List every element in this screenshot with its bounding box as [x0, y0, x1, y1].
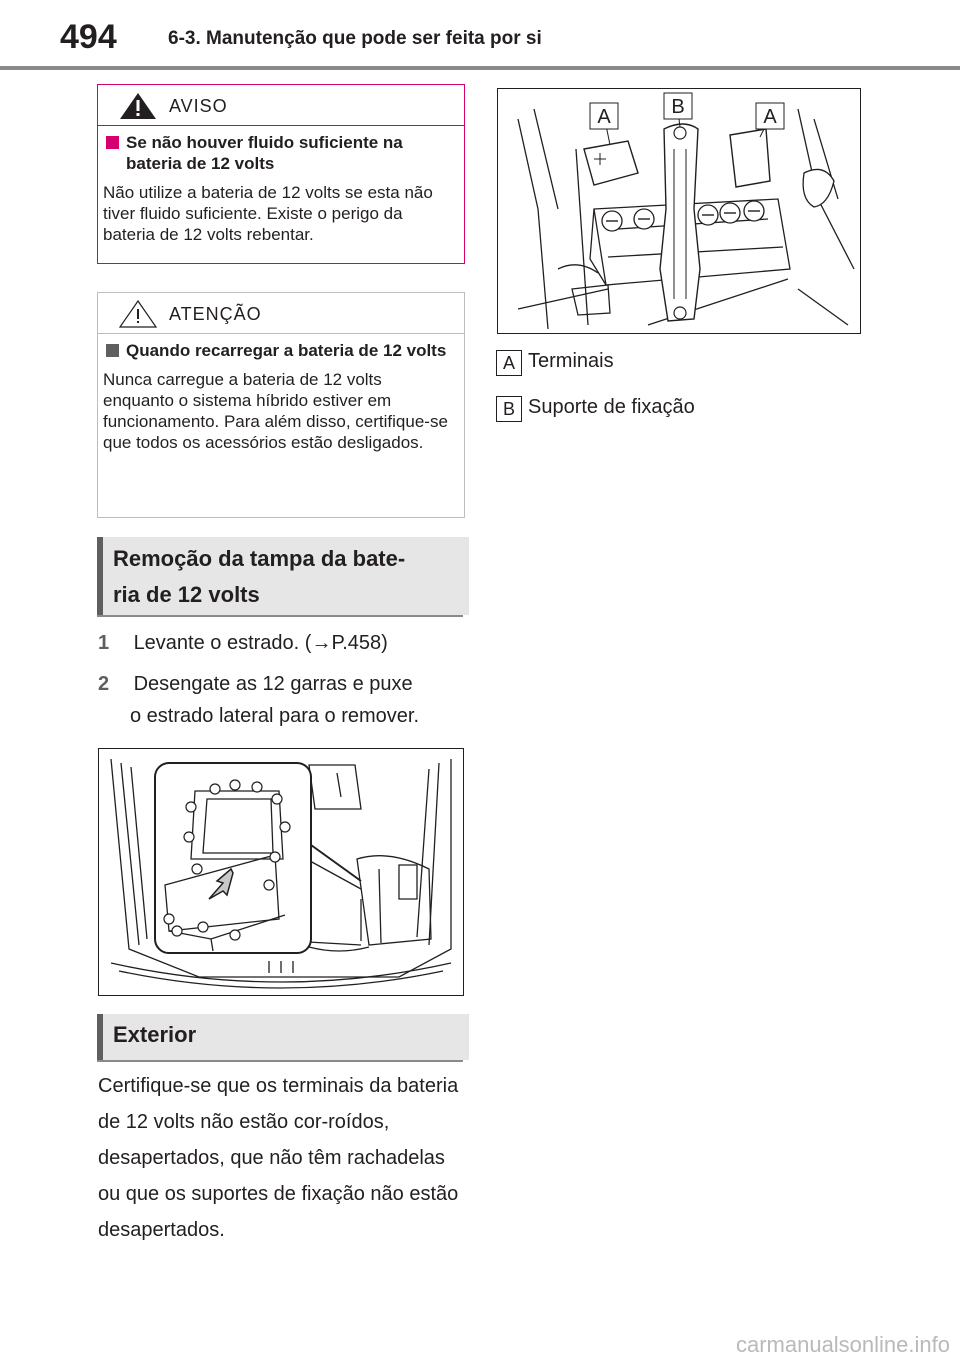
step-1: 1 Levante o estrado. (→P.458) [98, 632, 388, 654]
caution-icon [118, 300, 158, 328]
aviso-text: Não utilize a bateria de 12 volts se esta não tiver fluido suficiente. Existe o perigo da bateria de 12 volts rebentar. [103, 183, 433, 244]
reference-arrow-icon: → [311, 632, 332, 654]
aviso-box [97, 84, 465, 264]
removal-heading-rule [97, 615, 463, 617]
luggage-area-illustration [99, 749, 463, 995]
legend-key: B [496, 396, 522, 422]
atencao-subheading: Quando recarregar a bateria de 12 volts [103, 340, 450, 361]
legend-label: Terminais [528, 350, 614, 372]
header-divider [0, 66, 960, 70]
exterior-heading-rule [97, 1060, 463, 1062]
atencao-header [98, 293, 464, 334]
aviso-label: AVISO [169, 96, 228, 116]
legend-key: A [496, 350, 522, 376]
atencao-box [97, 292, 465, 518]
callout-b: B [671, 96, 685, 118]
bullet-square-icon [106, 344, 119, 357]
callout-a-left: A [597, 106, 611, 128]
watermark: carmanualsonline.info [735, 1332, 950, 1357]
legend-label: Suporte de fixação [528, 396, 695, 418]
section-title: 6-3. Manutenção que pode ser feita por si [168, 28, 542, 49]
exterior-paragraph: Certifique-se que os terminais da bateria de 12 volts não estão cor-roídos, desapertados, que não têm rachadelas ou que os suportes de fixação não estão desapertados. [98, 1075, 459, 1241]
battery-illustration [498, 89, 860, 333]
step-2-continued: o estrado lateral para o remover. [130, 705, 420, 727]
page-number: 494 [60, 18, 117, 56]
atencao-text: Nunca carregue a bateria de 12 volts enquanto o sistema híbrido estiver em funcionamento. Para além disso, certifique-se que todos os acessórios estão desligados. [103, 370, 448, 452]
removal-section-heading: Remoção da tampa da bate- ria de 12 volts [97, 537, 469, 615]
warning-icon [118, 92, 158, 120]
bullet-square-icon [106, 136, 119, 149]
aviso-subheading: Se não houver fluido suficiente na bateria de 12 volts [103, 132, 450, 174]
callout-a-right: A [763, 106, 777, 128]
luggage-area-figure [98, 748, 464, 996]
atencao-label: ATENÇÃO [169, 304, 262, 324]
aviso-header [98, 85, 464, 126]
step-2: 2 Desengate as 12 garras e puxe [98, 673, 413, 695]
exterior-section-heading: Exterior [97, 1014, 469, 1060]
battery-figure [497, 88, 861, 334]
